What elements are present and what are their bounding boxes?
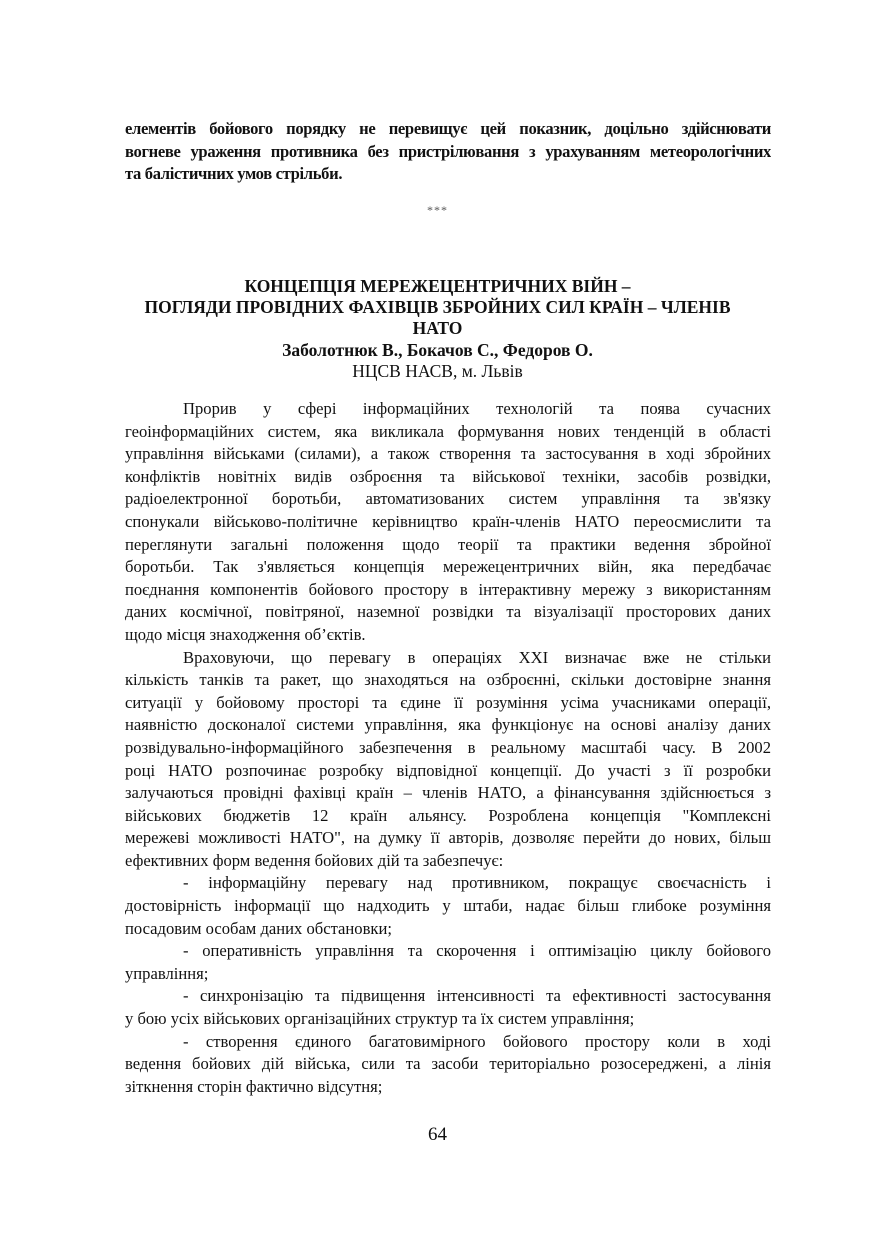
text-line: - синхронізацію та підвищення інтенсивності та ефективності застосування <box>183 986 771 1006</box>
text-line: управління військами (силами), а також створення та застосування в ході збройних <box>125 444 771 464</box>
text-line: у бою усіх військових організаційних структур та їх систем управління; <box>125 1009 635 1029</box>
article-title-line: ПОГЛЯДИ ПРОВІДНИХ ФАХІВЦІВ ЗБРОЙНИХ СИЛ КРАЇН – ЧЛЕНІВ <box>144 297 731 317</box>
text-line: радіоелектронної боротьби, автоматизованих систем управління та зв'язку <box>125 489 771 509</box>
text-line: геоінформаційних систем, яка викликала формування нових тенденцій в області <box>125 421 771 441</box>
text-line: управління; <box>125 963 209 983</box>
text-line: кількість танків та ракет, що знаходяться на озброєнні, скільки достовірне знання <box>125 670 771 690</box>
text-line: спонукали військово-політичне керівництво країн-членів НАТО переосмислити та <box>125 511 771 531</box>
text-line: - створення єдиного багатовимірного бойового простору коли в ході <box>183 1031 771 1051</box>
text-line: вогневе ураження противника без пристрілювання з урахуванням метеорологічних <box>125 141 771 161</box>
article-title-line: НАТО <box>412 318 463 338</box>
text-line: ефективних форм ведення бойових дій та забезпечує: <box>125 850 504 870</box>
text-line: конфліктів новітніх видів озброєння та військової техніки, засобів розвідки, <box>125 466 771 486</box>
text-line: Прорив у сфері інформаційних технологій та поява сучасних <box>183 399 771 418</box>
text-line: Враховуючи, що перевагу в операціях XXI визначає вже не стільки <box>183 647 771 667</box>
paragraph <box>125 647 771 873</box>
text-line: ведення бойових дій війська, сили та засоби територіально розосереджені, а лінія <box>125 1054 771 1074</box>
article-affiliation: НЦСВ НАСВ, м. Львів <box>352 361 523 381</box>
text-line: даних космічної, повітряної, наземної розвідки та візуалізації просторових даних <box>125 602 771 622</box>
intro-paragraph <box>125 118 771 186</box>
list-item <box>125 1031 771 1099</box>
section-separator: *** <box>427 203 448 217</box>
text-line: посадовим особам даних обстановки; <box>125 918 392 938</box>
text-line: році НАТО розпочинає розробку відповідної концепції. До участі з її розробки <box>125 760 771 780</box>
article-authors: Заболотнюк В., Бокачов С., Федоров О. <box>282 340 593 360</box>
text-line: залучаються провідні фахівці країн – членів НАТО, а фінансування здійснюється з <box>125 783 771 803</box>
article-title-line: КОНЦЕПЦІЯ МЕРЕЖЕЦЕНТРИЧНИХ ВІЙН – <box>244 276 631 296</box>
text-line: - інформаційну перевагу над противником, покращує своєчасність і <box>183 873 771 893</box>
text-line: боротьби. Так з'являється концепція мережецентричних війн, яка передбачає <box>125 557 771 577</box>
text-line: та балістичних умов стрільби. <box>125 164 343 184</box>
text-line: поєднання компонентів бойового простору в інтерактивну мережу з використанням <box>125 579 771 599</box>
list-item <box>125 940 771 985</box>
list-item <box>125 985 771 1030</box>
text-line: переглянути загальні положення щодо теорії та практики ведення збройної <box>125 534 771 554</box>
text-line: - оперативність управління та скорочення і оптимізацію циклу бойового <box>183 941 771 961</box>
text-line: мережеві можливості НАТО", на думку її авторів, дозволяє перейти до нових, більш <box>125 828 771 848</box>
paragraph <box>125 398 771 647</box>
text-line: розвідувально-інформаційного забезпечення в реальному масштабі часу. В 2002 <box>125 737 771 757</box>
article-body <box>125 398 771 1098</box>
text-line: достовірність інформації що надходить у штаби, надає більш глибоке розуміння <box>125 896 771 916</box>
text-line: наявністю досконалої системи управління, яка функціонує на основі аналізу даних <box>125 715 771 735</box>
text-line: військових бюджетів 12 країн альянсу. Розроблена концепція "Комплексні <box>125 805 771 825</box>
text-line: ситуації у бойовому просторі та єдине її розуміння усіма учасниками операції, <box>125 692 771 712</box>
text-line: щодо місця знаходження об’єктів. <box>125 624 366 644</box>
article-heading <box>100 276 775 382</box>
page-number: 64 <box>428 1124 447 1145</box>
text-line: елементів бойового порядку не перевищує цей показник, доцільно здійснювати <box>125 119 771 138</box>
text-line: зіткнення сторін фактично відсутня; <box>125 1076 383 1096</box>
list-item <box>125 872 771 940</box>
